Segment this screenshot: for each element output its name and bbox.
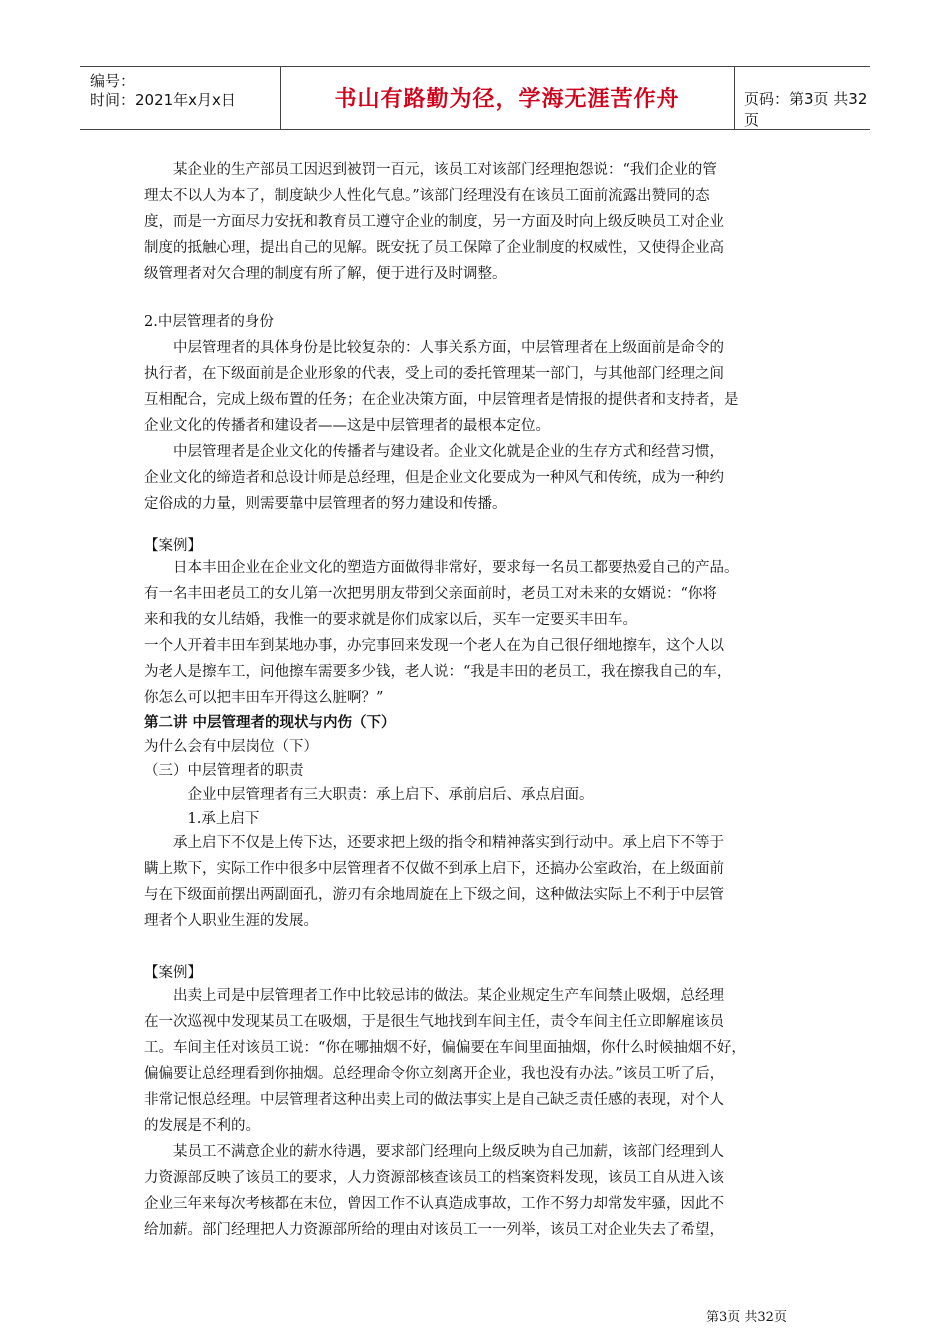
body-line: 度，而是一方面尽力安抚和教育员工遵守企业的制度，另一方面及时向上级反映员工对企业	[144, 214, 724, 230]
body-line: 定俗成的力量，则需要靠中层管理者的努力建设和传播。	[144, 496, 507, 512]
body-line: 中层管理者是企业文化的传播者与建设者。企业文化就是企业的生存方式和经营习惯，	[144, 444, 724, 460]
header-motto-cell	[280, 67, 735, 129]
header-meta-cell	[80, 67, 281, 129]
body-line: 级管理者对欠合理的制度有所了解，便于进行及时调整。	[144, 266, 507, 282]
header-page-code: 页码：第3页 共32页	[744, 90, 868, 129]
body-line: （三）中层管理者的职责	[144, 763, 304, 779]
body-line: 2.中层管理者的身份	[144, 314, 274, 330]
body-line: 与在下级面前摆出两副面孔，游刃有余地周旋在上下级之间，这种做法实际上不利于中层管	[144, 887, 724, 903]
body-line: 非常记恨总经理。中层管理者这种出卖上司的做法事实上是自己缺乏责任感的表现，对个人	[144, 1092, 724, 1108]
body-line: 给加薪。部门经理把人力资源部所给的理由对该员工一一列举，该员工对企业失去了希望，	[144, 1222, 724, 1238]
body-line: 来和我的女儿结婚，我惟一的要求就是你们成家以后，买车一定要买丰田车。	[144, 612, 637, 628]
body-line: 执行者，在下级面前是企业形象的代表，受上司的委托管理某一部门，与其他部门经理之间	[144, 366, 724, 382]
body-line: 理者个人职业生涯的发展。	[144, 913, 318, 929]
body-line: 你怎么可以把丰田车开得这么脏啊？”	[144, 690, 384, 706]
body-line: 力资源部反映了该员工的要求，人力资源部核查该员工的档案资料发现，该员工自从进入该	[144, 1170, 724, 1186]
document-number-label: 编号：	[90, 72, 136, 90]
body-line: 工。车间主任对该员工说：“你在哪抽烟不好，偏偏要在车间里面抽烟，你什么时候抽烟不好，	[144, 1040, 746, 1056]
body-line: 中层管理者的具体身份是比较复杂的：人事关系方面，中层管理者在上级面前是命令的	[144, 340, 724, 356]
body-line: 制度的抵触心理，提出自己的见解。既安抚了员工保障了企业制度的权威性，又使得企业高	[144, 240, 724, 256]
header-motto: 书山有路勤为径，学海无涯苦作舟	[334, 87, 680, 112]
document-date-label: 时间：2021年x月x日	[90, 91, 236, 109]
body-line: 【案例】	[144, 538, 202, 554]
body-line: 企业文化的缔造者和总设计师是总经理，但是企业文化要成为一种风气和传统，成为一种约	[144, 470, 724, 486]
body-line: 在一次巡视中发现某员工在吸烟，于是很生气地找到车间主任，责令车间主任立即解雇该员	[144, 1014, 724, 1030]
body-line: 有一名丰田老员工的女儿第一次把男朋友带到父亲面前时，老员工对未来的女婿说：“你将	[144, 586, 717, 602]
body-line: 日本丰田企业在企业文化的塑造方面做得非常好，要求每一名员工都要热爱自己的产品。	[144, 560, 739, 576]
body-line: 理太不以人为本了，制度缺少人性化气息。”该部门经理没有在该员工面前流露出赞同的态	[144, 188, 710, 204]
body-line: 的发展是不利的。	[144, 1118, 260, 1134]
body-line: 出卖上司是中层管理者工作中比较忌讳的做法。某企业规定生产车间禁止吸烟，总经理	[144, 988, 724, 1004]
body-line: 企业文化的传播者和建设者——这是中层管理者的最根本定位。	[144, 418, 550, 434]
body-line: 某企业的生产部员工因迟到被罚一百元，该员工对该部门经理抱怨说：“我们企业的管	[144, 162, 717, 178]
body-line: 互相配合，完成上级布置的任务；在企业决策方面，中层管理者是情报的提供者和支持者，是	[144, 392, 739, 408]
body-line: 为什么会有中层岗位（下）	[144, 739, 318, 755]
section-heading: 第二讲 中层管理者的现状与内伤（下）	[144, 715, 396, 731]
page-footer: 第3页 共32页	[706, 1310, 787, 1325]
body-line: 企业中层管理者有三大职责：承上启下、承前启后、承点启面。	[144, 787, 594, 803]
body-line: 偏偏要让总经理看到你抽烟。总经理命令你立刻离开企业，我也没有办法。”该员工听了后，	[144, 1066, 725, 1082]
body-line: 承上启下不仅是上传下达，还要求把上级的指令和精神落实到行动中。承上启下不等于	[144, 835, 724, 851]
page-header	[80, 66, 870, 130]
body-line: 企业三年来每次考核都在末位，曾因工作不认真造成事故，工作不努力却常发牢骚，因此不	[144, 1196, 724, 1212]
body-line: 一个人开着丰田车到某地办事，办完事回来发现一个老人在为自己很仔细地擦车，这个人以	[144, 638, 724, 654]
header-page-cell	[734, 67, 870, 129]
body-line: 1.承上启下	[144, 811, 260, 827]
body-line: 某员工不满意企业的薪水待遇，要求部门经理向上级反映为自己加薪，该部门经理到人	[144, 1144, 724, 1160]
body-line: 为老人是擦车工，问他擦车需要多少钱，老人说：“我是丰田的老员工，我在擦我自己的车，	[144, 664, 732, 680]
body-line: 【案例】	[144, 965, 202, 981]
body-line: 瞒上欺下，实际工作中很多中层管理者不仅做不到承上启下，还搞办公室政治，在上级面前	[144, 861, 724, 877]
